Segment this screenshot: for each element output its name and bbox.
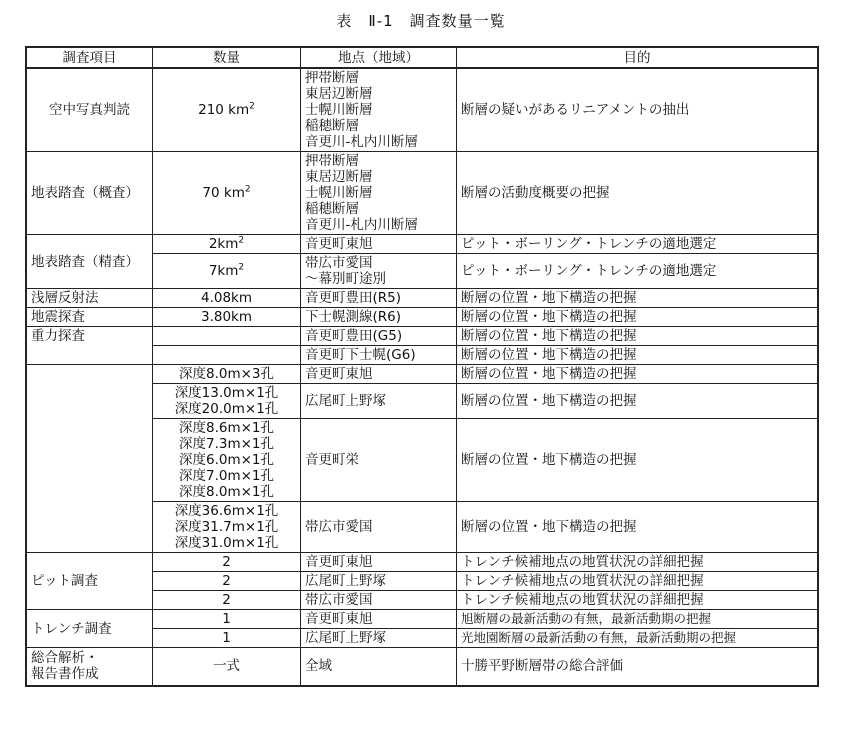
table-row — [26, 289, 818, 308]
table-title: 表 Ⅱ-1 調査数量一覧 — [336, 12, 506, 30]
purpose-cell: トレンチ候補地点の地質状況の詳細把握 — [457, 591, 819, 610]
purpose-cell: 断層の位置・地下構造の把握 — [457, 308, 819, 327]
quantity-cell — [153, 346, 301, 365]
location-cell: 広尾町上野塚 — [301, 629, 457, 648]
location-cell: 音更町豊田(G5) — [301, 327, 457, 346]
location-cell: 音更町東旭 — [301, 610, 457, 629]
table-row — [26, 68, 818, 152]
location-cell: 広尾町上野塚 — [301, 384, 457, 419]
header-quantity: 数量 — [153, 47, 301, 68]
quantity-cell: 70 $km^2$ — [153, 152, 301, 235]
table-row — [26, 365, 818, 384]
quantity-cell: 2 — [153, 553, 301, 572]
purpose-cell: 断層の活動度概要の把握 — [457, 152, 819, 235]
purpose-cell: 断層の位置・地下構造の把握 — [457, 502, 819, 553]
location-cell: 押帯断層 東居辺断層 士幌川断層 稲穂断層 音更川-札内川断層 — [301, 152, 457, 235]
item-cell: 地表踏査（精査） — [26, 235, 153, 289]
location-cell: 音更町東旭 — [301, 235, 457, 254]
location-cell: 帯広市愛国 — [301, 591, 457, 610]
quantity-cell: $7km^2$ — [153, 254, 301, 289]
header-survey-item: 調査項目 — [26, 47, 153, 68]
item-cell: トレンチ調査 — [26, 610, 153, 648]
purpose-cell: 断層の位置・地下構造の把握 — [457, 346, 819, 365]
location-cell: 押帯断層 東居辺断層 士幌川断層 稲穂断層 音更川-札内川断層 — [301, 68, 457, 152]
header-purpose: 目的 — [457, 47, 819, 68]
location-cell: 全域 — [301, 648, 457, 686]
purpose-cell: 断層の位置・地下構造の把握 — [457, 419, 819, 502]
quantity-cell: 2 — [153, 572, 301, 591]
purpose-cell: 断層の疑いがあるリニアメントの抽出 — [457, 68, 819, 152]
quantity-cell: 深度8.0m×3孔 — [153, 365, 301, 384]
item-cell: 重力探査 — [26, 327, 153, 365]
table-row — [26, 610, 818, 629]
location-cell: 音更町下士幌(G6) — [301, 346, 457, 365]
purpose-cell: 断層の位置・地下構造の把握 — [457, 365, 819, 384]
purpose-cell: 旭断層の最新活動の有無，最新活動期の把握 — [457, 610, 819, 629]
quantity-cell: 2 — [153, 591, 301, 610]
table-row — [26, 327, 818, 346]
purpose-cell: 光地園断層の最新活動の有無，最新活動期の把握 — [457, 629, 819, 648]
quantity-cell: 1 — [153, 610, 301, 629]
quantity-cell: 深度8.6m×1孔 深度7.3m×1孔 深度6.0m×1孔 深度7.0m×1孔 深度8.0m×1孔 — [153, 419, 301, 502]
purpose-cell: ピット・ボーリング・トレンチの適地選定 — [457, 254, 819, 289]
quantity-cell: 210 $km^2$ — [153, 68, 301, 152]
quantity-cell: 3.80km — [153, 308, 301, 327]
item-cell: 空中写真判読 — [26, 68, 153, 152]
quantity-cell: $2km^2$ — [153, 235, 301, 254]
item-cell: 地震探査 — [26, 308, 153, 327]
purpose-cell: ピット・ボーリング・トレンチの適地選定 — [457, 235, 819, 254]
table-row — [26, 553, 818, 572]
location-cell: 音更町豊田(R5) — [301, 289, 457, 308]
item-cell: 地表踏査（概査） — [26, 152, 153, 235]
quantity-cell: 4.08km — [153, 289, 301, 308]
quantity-cell — [153, 327, 301, 346]
purpose-cell: 断層の位置・地下構造の把握 — [457, 384, 819, 419]
table-header-row — [26, 47, 818, 68]
item-cell: ピット調査 — [26, 553, 153, 610]
location-cell: 広尾町上野塚 — [301, 572, 457, 591]
item-cell: 浅層反射法 — [26, 289, 153, 308]
table-row — [26, 152, 818, 235]
location-cell: 音更町東旭 — [301, 365, 457, 384]
survey-quantity-table — [25, 46, 819, 687]
purpose-cell: 断層の位置・地下構造の把握 — [457, 289, 819, 308]
purpose-cell: 十勝平野断層帯の総合評価 — [457, 648, 819, 686]
location-cell: 帯広市愛国 — [301, 502, 457, 553]
quantity-cell: 一式 — [153, 648, 301, 686]
table-row — [26, 648, 818, 686]
table-row — [26, 308, 818, 327]
item-cell — [26, 365, 153, 553]
header-location: 地点（地域） — [301, 47, 457, 68]
location-cell: 音更町栄 — [301, 419, 457, 502]
table-row — [26, 235, 818, 254]
item-cell: 総合解析・ 報告書作成 — [26, 648, 153, 686]
purpose-cell: トレンチ候補地点の地質状況の詳細把握 — [457, 553, 819, 572]
location-cell: 帯広市愛国 ～幕別町途別 — [301, 254, 457, 289]
quantity-cell: 深度36.6m×1孔 深度31.7m×1孔 深度31.0m×1孔 — [153, 502, 301, 553]
purpose-cell: トレンチ候補地点の地質状況の詳細把握 — [457, 572, 819, 591]
quantity-cell: 1 — [153, 629, 301, 648]
location-cell: 音更町東旭 — [301, 553, 457, 572]
quantity-cell: 深度13.0m×1孔 深度20.0m×1孔 — [153, 384, 301, 419]
location-cell: 下士幌測線(R6) — [301, 308, 457, 327]
purpose-cell: 断層の位置・地下構造の把握 — [457, 327, 819, 346]
